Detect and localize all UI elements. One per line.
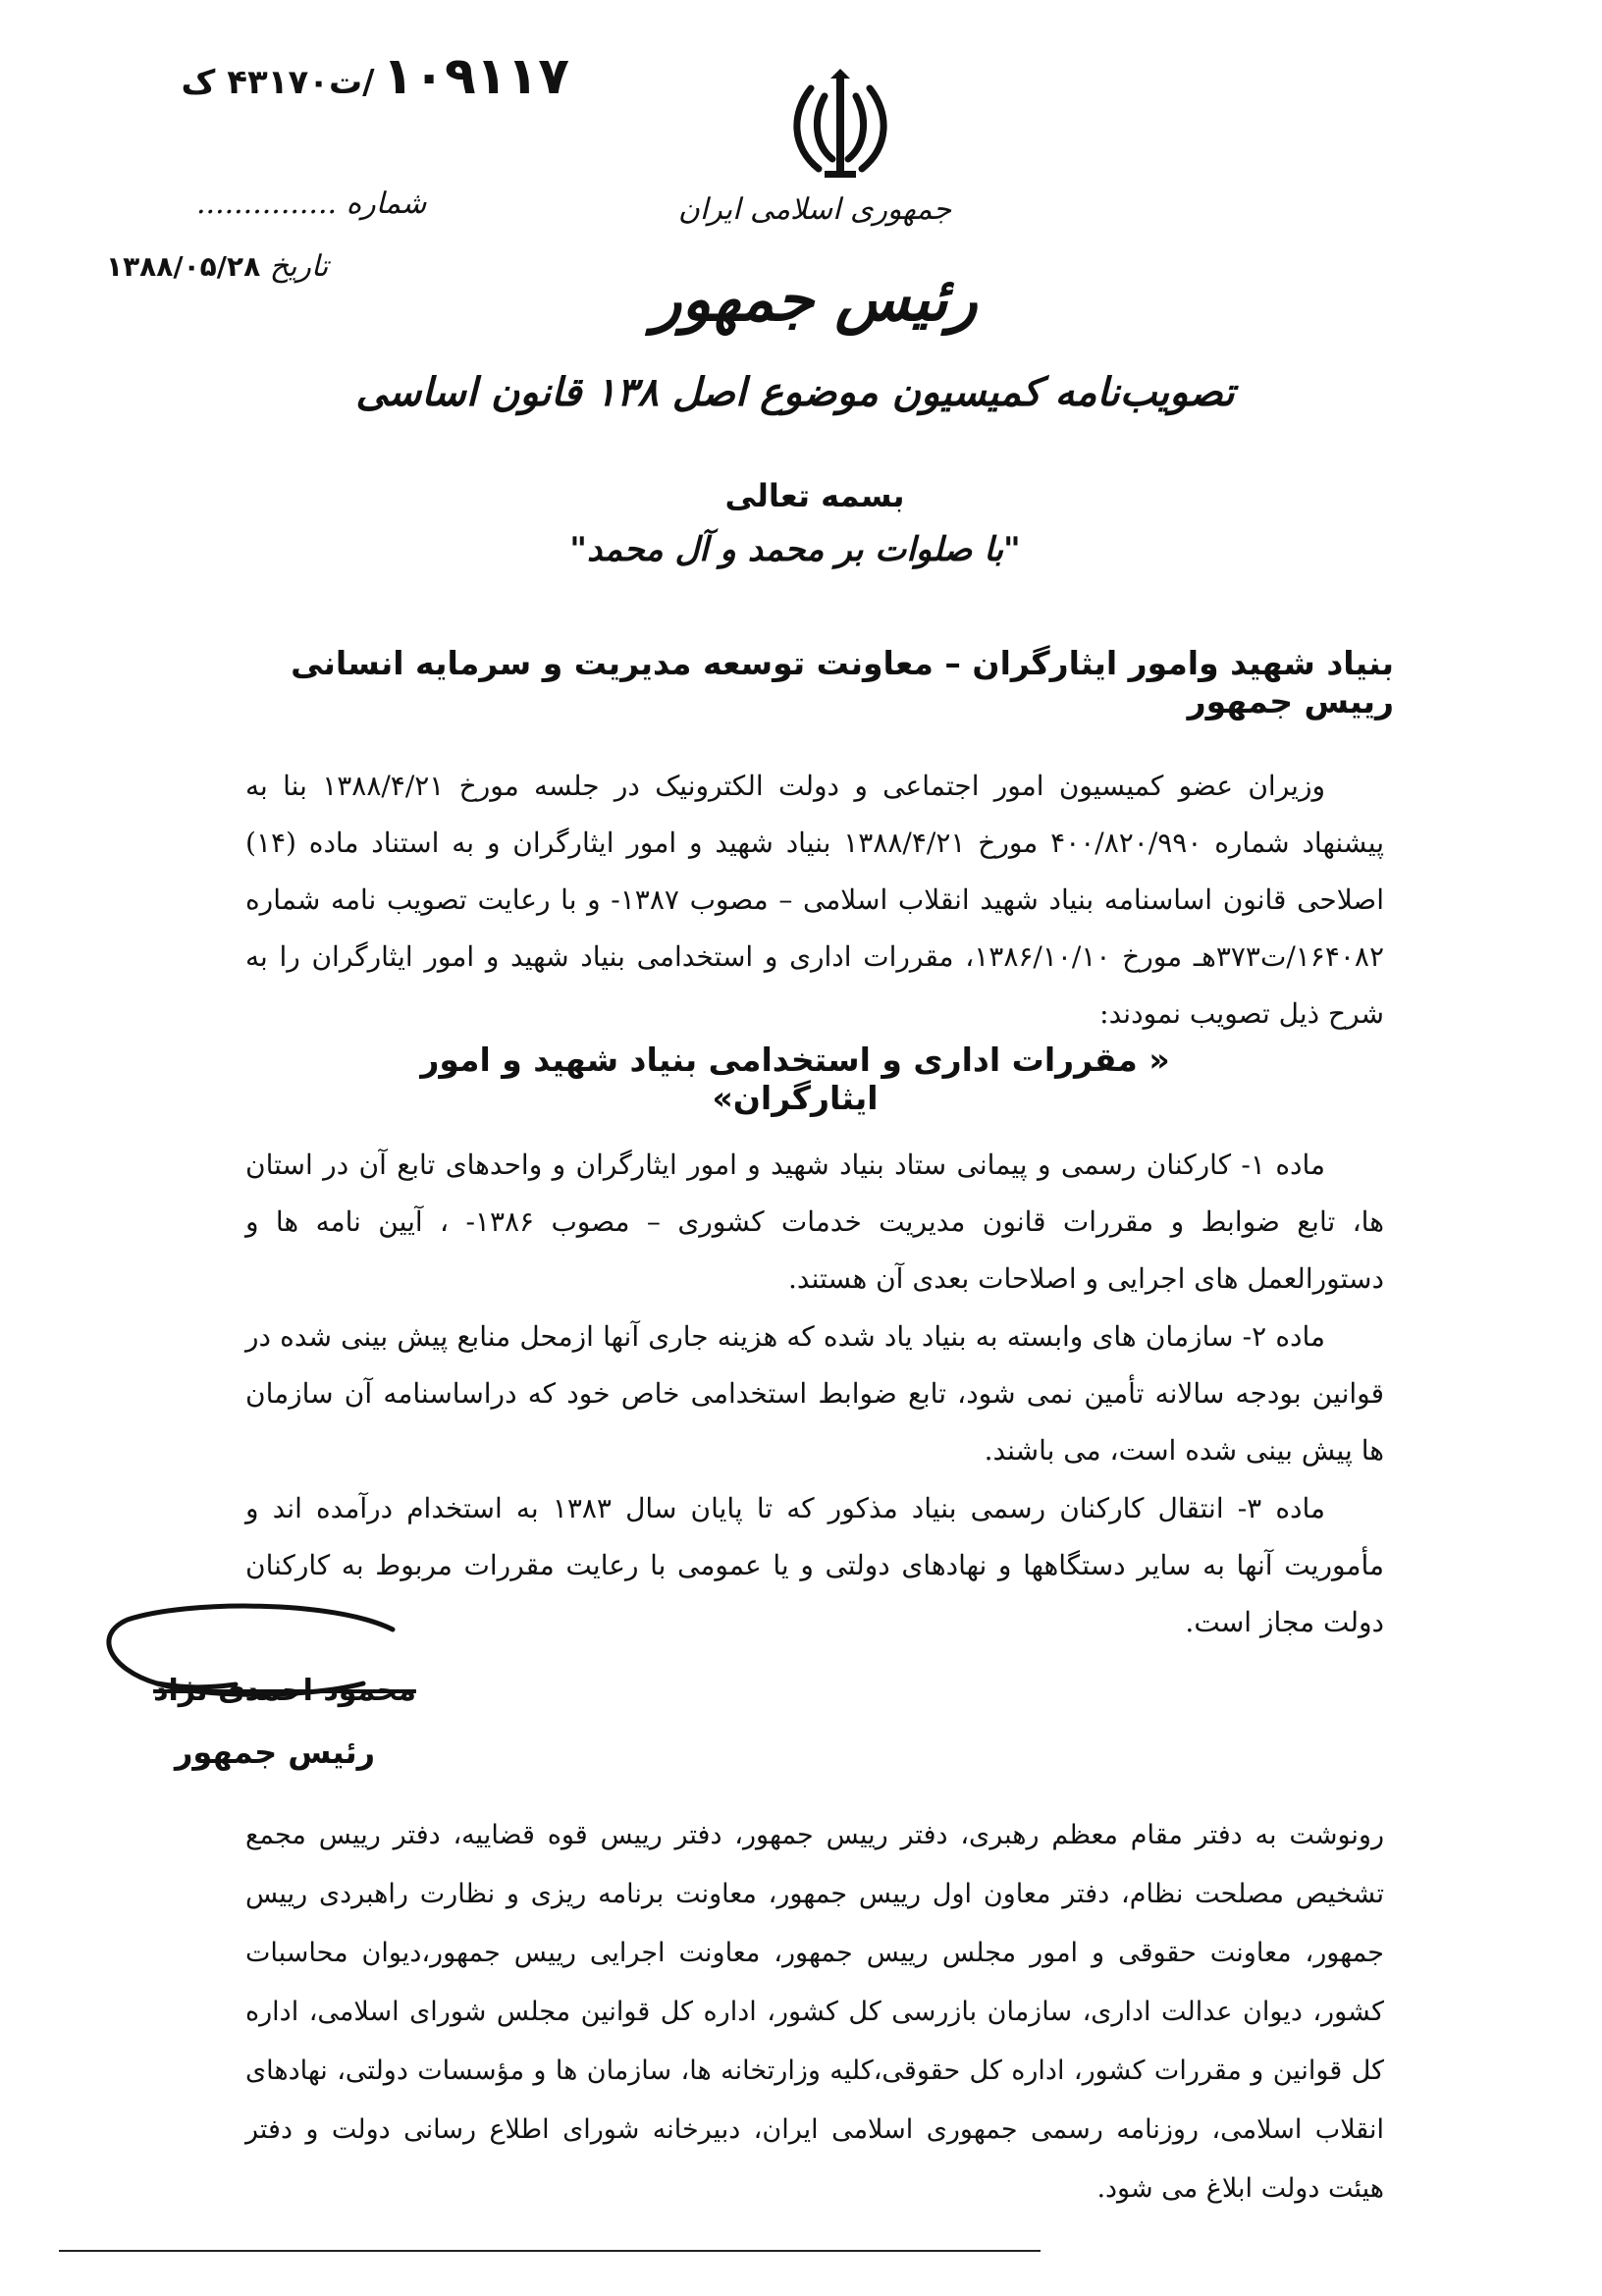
letter-date-label: تاریخ [269, 249, 329, 284]
regulation-title: « مقررات اداری و استخدامی بنیاد شهید و امور ایثارگران» [420, 1041, 1170, 1117]
letter-number-field: شماره ............... [196, 187, 427, 221]
carbon-copy-list: رونوشت به دفتر مقام معظم رهبری، دفتر رییس جمهور، دفتر رییس قوه قضاییه، دفتر رییس مجمع تشخیص مصلحت نظام، دفتر معاون اول رییس جمهور، معاونت برنامه ریزی و نظارت راهبردی رییس جمهور، معاونت حقوقی و امور مجلس رییس جمهور، معاونت اجرایی رییس جمهور،دیوان محاسبات کشور، دیوان عدالت اداری، سازمان بازرسی کل کشور، اداره کل قوانین مجلس شورای اسلامی، اداره کل قوانین و مقررات کشور، اداره کل حقوقی،کلیه وزارتخانه ها، سازمان ها و مؤسسات دولتی، نهادهای انقلاب اسلامی، روزنامه رسمی جمهوری اسلامی ایران، دبیرخانه شورای اطلاع رسانی دولت و دفتر هیئت دولت ابلاغ می شود. [245, 1820, 1384, 2204]
registration-number [181, 47, 569, 106]
article-1: ماده ۱- کارکنان رسمی و پیمانی ستاد بنیاد شهید و امور ایثارگران و واحدهای تابع آن در استان ها، تابع ضوابط و مقررات قانون مدیریت خدمات کشوری – مصوب ۱۳۸۶- ، آیین نامه ها و دستورالعمل های اجرایی و اصلاحات بعدی آن هستند. [245, 1148, 1384, 1295]
signer-title: رئیس جمهور [175, 1734, 375, 1771]
country-name: جمهوری اسلامی ایران [677, 192, 952, 227]
signer-name: محمود احمدی نژاد [153, 1674, 416, 1708]
registration-number-suffix: /ت۴۳۱۷۰ ک [181, 63, 375, 102]
office-title: رئیس جمهور [652, 263, 978, 335]
registration-number-big: ۱۰۹۱۱۷ [382, 47, 569, 106]
article-3: ماده ۳- انتقال کارکنان رسمی بنیاد مذکور که تا پایان سال ۱۳۸۳ به استخدام درآمده اند و مأموریت آنها به سایر دستگاهها و نهادهای دولتی و یا عمومی با رعایت مقررات مربوط به کارکنان دولت مجاز است. [245, 1492, 1384, 1638]
letter-date-field [106, 249, 459, 284]
intro-paragraph: وزیران عضو کمیسیون امور اجتماعی و دولت الکترونیک در جلسه مورخ ۱۳۸۸/۴/۲۱ بنا به پیشنهاد شماره ۴۰۰/۸۲۰/۹۹۰ مورخ ۱۳۸۸/۴/۲۱ بنیاد شهید و امور ایثارگران و به استناد ماده (۱۴) اصلاحی قانون اساسنامه بنیاد شهید انقلاب اسلامی – مصوب ۱۳۸۷- و با رعایت تصویب نامه شماره ۱۶۴۰۸۲/ت۳۷۳هـ مورخ ۱۳۸۶/۱۰/۱۰، مقررات اداری و استخدامی بنیاد شهید و امور ایثارگران را به شرح ذیل تصویب نمودند: [245, 770, 1385, 1030]
article-2: ماده ۲- سازمان های وابسته به بنیاد یاد شده که هزینه جاری آنها ازمحل منابع پیش بینی شده در قوانین بودجه سالانه تأمین نمی شود، تابع ضوابط استخدامی خاص خود که دراساسنامه آن سازمان ها پیش بینی شده است، می باشند. [245, 1320, 1384, 1467]
letter-date-value: ۱۳۸۸/۰۵/۲۸ [106, 250, 261, 283]
iran-emblem-icon [781, 69, 899, 187]
footer-divider [59, 2250, 1041, 2252]
basmala: بسمه تعالی [724, 477, 905, 514]
salawat: "با صلوات بر محمد و آل محمد" [569, 530, 1021, 569]
recipients-line: بنیاد شهید وامور ایثارگران – معاونت توسعه مدیریت و سرمایه انسانی رییس جمهور [291, 644, 1394, 721]
commission-title: تصویب‌نامه کمیسیون موضوع اصل ۱۳۸ قانون اساسی [355, 369, 1235, 415]
